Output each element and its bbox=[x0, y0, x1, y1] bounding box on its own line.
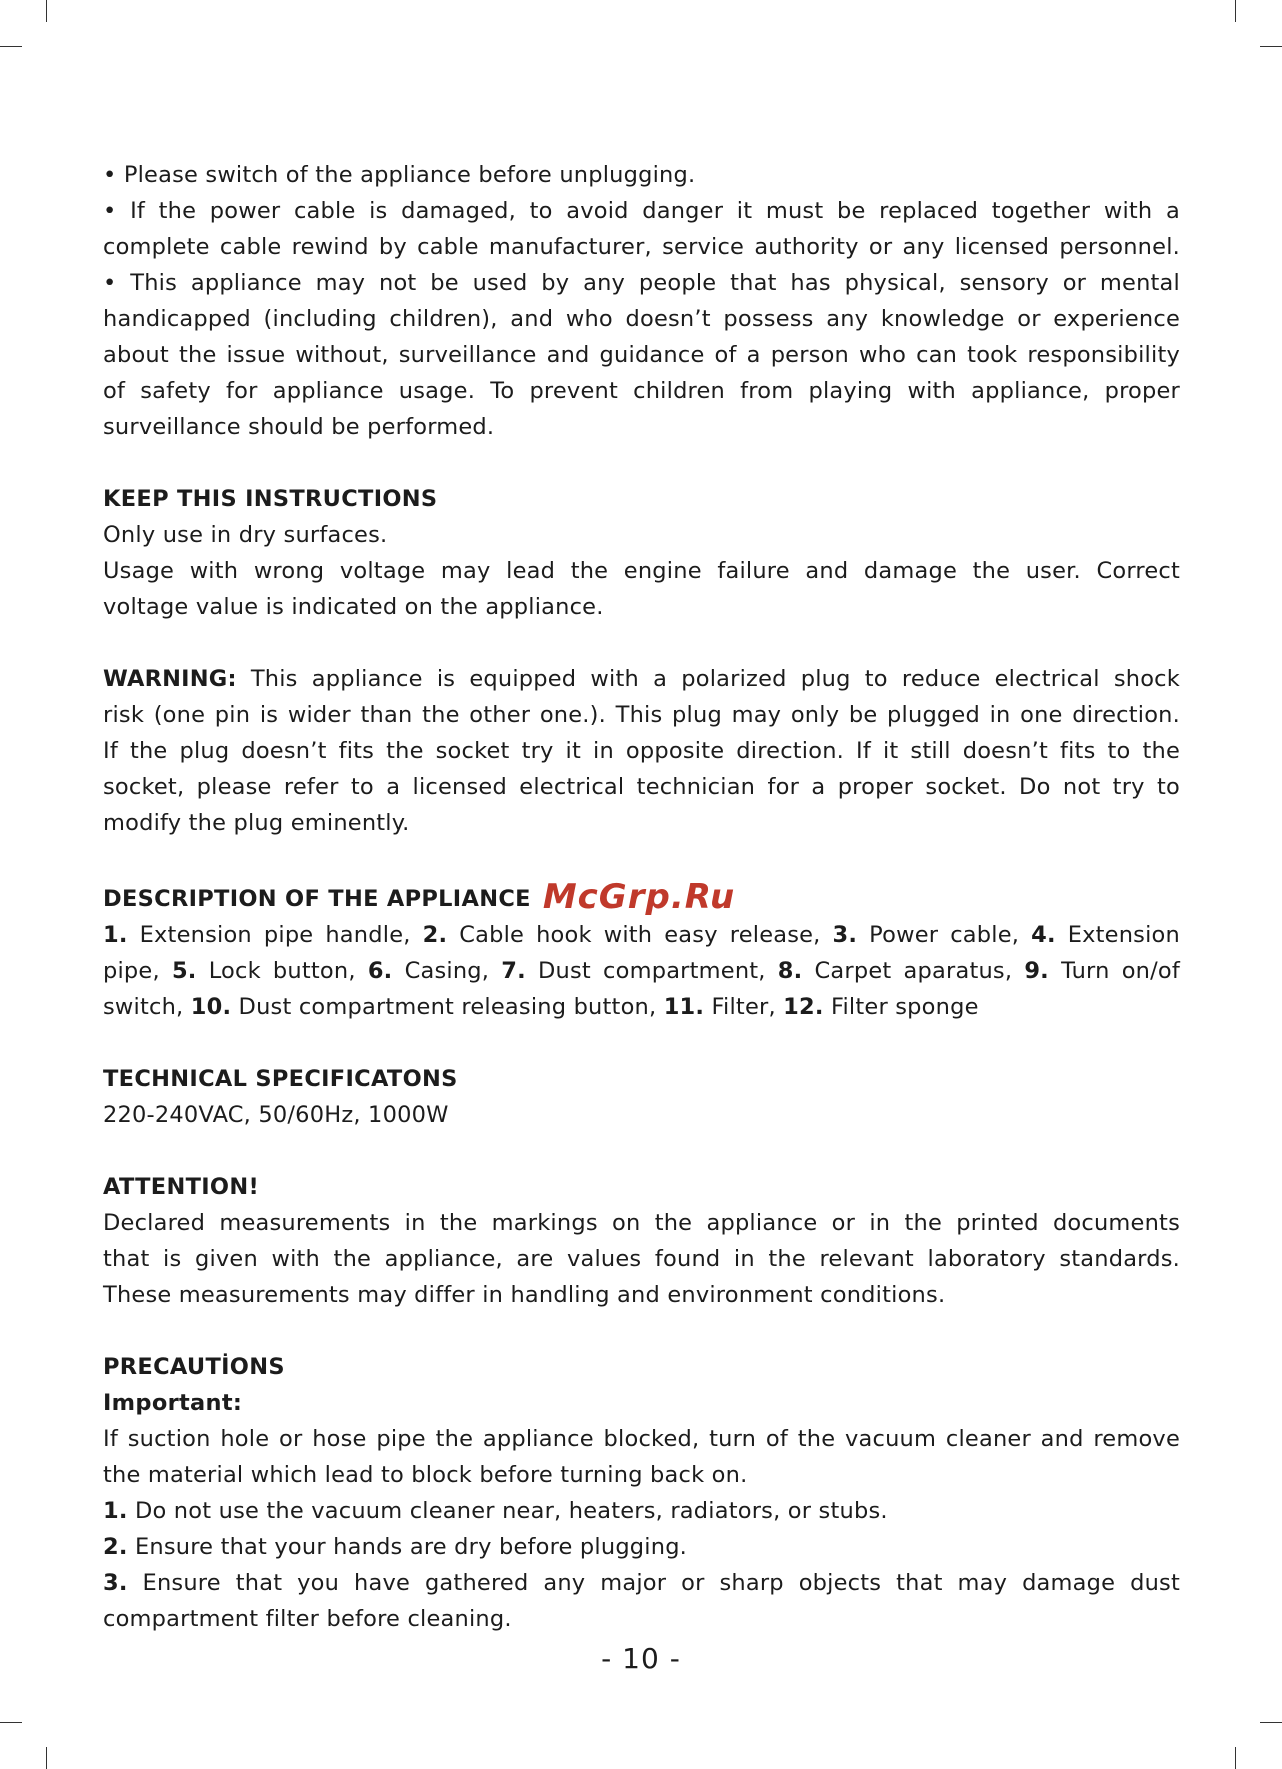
bullet-usage-line: handicapped (including children), and who doesn’t possess any knowledge or experience bbox=[103, 306, 1180, 332]
part-name: Dust compartment releasing button, bbox=[231, 994, 664, 1020]
part-number: 2. bbox=[422, 922, 448, 948]
warning-line: modify the plug eminently. bbox=[103, 810, 410, 836]
part-name: Extension pipe handle, bbox=[127, 922, 423, 948]
attention-line: that is given with the appliance, are values found in the relevant laboratory standards. bbox=[103, 1246, 1180, 1272]
bullet-usage-line: of safety for appliance usage. To prevent children from playing with appliance, proper bbox=[103, 378, 1180, 404]
description-line bbox=[103, 917, 1180, 953]
part-name: Lock button, bbox=[196, 958, 368, 984]
part-number: 4. bbox=[1031, 922, 1056, 948]
bullet-usage-line: surveillance should be performed. bbox=[103, 414, 495, 440]
document-page bbox=[103, 157, 1180, 1637]
bullet-power-cable-line: • If the power cable is damaged, to avoid danger it must be replaced together with a bbox=[103, 198, 1180, 224]
keep-line: voltage value is indicated on the appliance. bbox=[103, 594, 604, 620]
crop-mark bbox=[1235, 1747, 1236, 1769]
crop-mark bbox=[46, 1747, 47, 1769]
part-number: 12. bbox=[783, 994, 824, 1020]
part-name: Turn on/of bbox=[1048, 958, 1180, 984]
part-number: 1. bbox=[103, 922, 128, 948]
description-line bbox=[103, 953, 1180, 989]
attention-heading: ATTENTION! bbox=[103, 1174, 260, 1200]
part-number: 5. bbox=[171, 958, 197, 984]
crop-mark bbox=[0, 1722, 22, 1723]
item-text: Ensure that your hands are dry before plugging. bbox=[127, 1534, 688, 1560]
part-name: pipe, bbox=[103, 958, 172, 984]
part-name: Filter, bbox=[704, 994, 784, 1020]
technical-heading: TECHNICAL SPECIFICATONS bbox=[103, 1066, 458, 1092]
part-name: Filter sponge bbox=[823, 994, 979, 1020]
keep-instructions-heading: KEEP THIS INSTRUCTIONS bbox=[103, 486, 438, 512]
warning-line bbox=[103, 661, 1180, 697]
part-name: Power cable, bbox=[857, 922, 1032, 948]
part-name: Carpet aparatus, bbox=[802, 958, 1025, 984]
warning-line: If the plug doesn’t fits the socket try it in opposite direction. If it still doesn’t fits to the bbox=[103, 738, 1180, 764]
bullet-usage-line: about the issue without, surveillance and guidance of a person who can took responsibility bbox=[103, 342, 1180, 368]
precaution-item bbox=[103, 1493, 1180, 1529]
keep-line: Only use in dry surfaces. bbox=[103, 522, 388, 548]
attention-line: These measurements may differ in handling and environment conditions. bbox=[103, 1282, 946, 1308]
warning-label: WARNING: bbox=[103, 666, 237, 692]
part-name: Casing, bbox=[392, 958, 502, 984]
watermark: McGrp.Ru bbox=[542, 877, 736, 917]
part-number: 3. bbox=[832, 922, 858, 948]
crop-mark bbox=[46, 0, 47, 22]
warning-line: risk (one pin is wider than the other one.). This plug may only be plugged in one direction. bbox=[103, 702, 1180, 728]
warning-line: socket, please refer to a licensed electrical technician for a proper socket. Do not try to bbox=[103, 774, 1180, 800]
part-name: Dust compartment, bbox=[525, 958, 778, 984]
item-number: 2. bbox=[103, 1534, 128, 1560]
crop-mark bbox=[1260, 46, 1282, 47]
part-name: Cable hook with easy release, bbox=[447, 922, 833, 948]
part-name: Extension bbox=[1055, 922, 1180, 948]
page-number: - 10 - bbox=[601, 1642, 681, 1675]
crop-mark bbox=[0, 46, 22, 47]
crop-mark bbox=[1235, 0, 1236, 22]
warning-text: This appliance is equipped with a polarized plug to reduce electrical shock bbox=[236, 666, 1180, 692]
part-number: 9. bbox=[1024, 958, 1049, 984]
attention-line: Declared measurements in the markings on the appliance or in the printed documents bbox=[103, 1210, 1180, 1236]
technical-value: 220-240VAC, 50/60Hz, 1000W bbox=[103, 1102, 449, 1128]
part-name: switch, bbox=[103, 994, 191, 1020]
part-number: 6. bbox=[367, 958, 393, 984]
bullet-unplug: • Please switch of the appliance before unplugging. bbox=[103, 162, 696, 188]
part-number: 10. bbox=[190, 994, 232, 1020]
item-number: 1. bbox=[103, 1498, 128, 1524]
precaution-item bbox=[103, 1529, 1180, 1565]
keep-line: Usage with wrong voltage may lead the engine failure and damage the user. Correct bbox=[103, 558, 1180, 584]
bullet-power-cable-line: complete cable rewind by cable manufacturer, service authority or any licensed personnel. bbox=[103, 234, 1180, 260]
crop-mark bbox=[1260, 1722, 1282, 1723]
description-heading-row bbox=[103, 877, 1180, 917]
bullet-usage-line: • This appliance may not be used by any people that has physical, sensory or mental bbox=[103, 270, 1180, 296]
precautions-line: If suction hole or hose pipe the appliance blocked, turn of the vacuum cleaner and remove bbox=[103, 1426, 1180, 1452]
part-number: 7. bbox=[501, 958, 526, 984]
item-text: Do not use the vacuum cleaner near, heaters, radiators, or stubs. bbox=[127, 1498, 888, 1524]
part-number: 11. bbox=[663, 994, 705, 1020]
precautions-subheading: Important: bbox=[103, 1390, 243, 1416]
item-text: Ensure that you have gathered any major or sharp objects that may damage dust bbox=[127, 1570, 1180, 1596]
item-number: 3. bbox=[103, 1570, 128, 1596]
description-heading: DESCRIPTION OF THE APPLIANCE bbox=[103, 886, 531, 912]
precautions-heading: PRECAUTİONS bbox=[103, 1354, 285, 1380]
precautions-line: the material which lead to block before turning back on. bbox=[103, 1462, 748, 1488]
precaution-item bbox=[103, 1565, 1180, 1601]
precaution-item-continued: compartment filter before cleaning. bbox=[103, 1606, 512, 1632]
part-number: 8. bbox=[777, 958, 803, 984]
description-line bbox=[103, 989, 1180, 1025]
